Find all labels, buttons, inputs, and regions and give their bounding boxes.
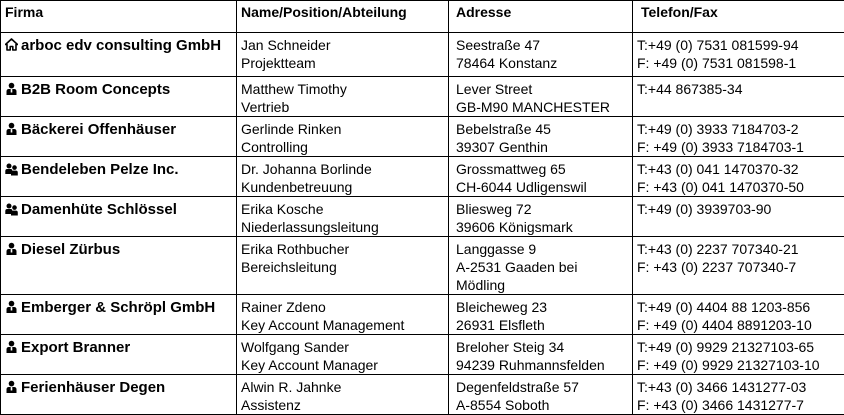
address-city: CH-6044 Udligenswil xyxy=(456,178,628,196)
contact-position: Niederlassungsleitung xyxy=(241,218,448,236)
person-icon xyxy=(5,300,21,319)
address-cell xyxy=(449,335,633,375)
firma-cell xyxy=(1,197,237,237)
name-cell xyxy=(237,77,449,117)
name-cell xyxy=(237,295,449,335)
address-cell xyxy=(449,295,633,335)
persons-icon xyxy=(5,162,21,181)
table-row xyxy=(1,33,844,77)
persons-icon xyxy=(5,202,21,221)
table-row xyxy=(1,197,844,237)
name-cell xyxy=(237,33,449,77)
phone-number: T:+43 (0) 3466 1431277-03 xyxy=(637,378,844,396)
address-street: Bliesweg 72 xyxy=(456,200,628,218)
address-street: Grossmattweg 65 xyxy=(456,160,628,178)
company-name: Ferienhäuser Degen xyxy=(21,379,165,399)
phone-cell xyxy=(633,335,844,375)
contact-position: Kundenbetreuung xyxy=(241,178,448,196)
phone-cell xyxy=(633,295,844,335)
phone-cell xyxy=(633,375,844,415)
address-street: Breloher Steig 34 xyxy=(456,338,628,356)
address-city: A-8554 Soboth xyxy=(456,396,628,414)
person-icon xyxy=(5,242,21,261)
contact-position: Projektteam xyxy=(241,54,448,72)
name-cell xyxy=(237,335,449,375)
address-cell xyxy=(449,77,633,117)
firma-cell xyxy=(1,33,237,77)
address-cell xyxy=(449,375,633,415)
name-cell xyxy=(237,117,449,157)
phone-cell xyxy=(633,33,844,77)
address-street: Bleicheweg 23 xyxy=(456,298,628,316)
firma-cell xyxy=(1,117,237,157)
address-cell xyxy=(449,33,633,77)
contact-name: Wolfgang Sander xyxy=(241,338,448,356)
phone-number: T:+43 (0) 2237 707340-21 xyxy=(637,240,844,258)
phone-number: T:+49 (0) 7531 081599-94 xyxy=(637,36,844,54)
contact-position: Vertrieb xyxy=(241,98,448,116)
phone-number: T:+49 (0) 9929 21327103-65 xyxy=(637,338,844,356)
address-cell xyxy=(449,197,633,237)
phone-number: T:+49 (0) 3933 7184703-2 xyxy=(637,120,844,138)
fax-number: F: +49 (0) 4404 8891203-10 xyxy=(637,316,844,334)
contact-position: Assistenz xyxy=(241,396,448,414)
contact-position: Controlling xyxy=(241,138,448,156)
company-name: Damenhüte Schlössel xyxy=(21,201,177,221)
fax-number: F: +49 (0) 3933 7184703-1 xyxy=(637,138,844,156)
contact-name: Erika Kosche xyxy=(241,200,448,218)
address-city: A-2531 Gaaden bei Mödling xyxy=(456,258,628,294)
address-city: 78464 Konstanz xyxy=(456,54,628,72)
firma-cell xyxy=(1,157,237,197)
company-name: Export Branner xyxy=(21,339,130,359)
firma-cell xyxy=(1,335,237,375)
phone-cell xyxy=(633,77,844,117)
phone-cell xyxy=(633,117,844,157)
contact-name: Jan Schneider xyxy=(241,36,448,54)
header-row xyxy=(1,1,844,33)
address-street: Seestraße 47 xyxy=(456,36,628,54)
person-icon xyxy=(5,380,21,399)
phone-cell xyxy=(633,157,844,197)
firma-cell xyxy=(1,295,237,335)
fax-number: F: +43 (0) 3466 1431277-7 xyxy=(637,396,844,414)
phone-number: T:+43 (0) 041 1470370-32 xyxy=(637,160,844,178)
address-cell xyxy=(449,117,633,157)
contact-name: Alwin R. Jahnke xyxy=(241,378,448,396)
company-name: Diesel Zürbus xyxy=(21,241,120,261)
table-row xyxy=(1,335,844,375)
contact-position: Key Account Manager xyxy=(241,356,448,374)
company-name: B2B Room Concepts xyxy=(21,81,170,101)
address-street: Bebelstraße 45 xyxy=(456,120,628,138)
contact-name: Gerlinde Rinken xyxy=(241,120,448,138)
header-adresse: Adresse xyxy=(449,1,633,33)
header-telefon: Telefon/Fax xyxy=(633,1,844,33)
contact-position: Bereichsleitung xyxy=(241,258,448,276)
name-cell xyxy=(237,157,449,197)
header-name: Name/Position/Abteilung xyxy=(237,1,449,33)
table-row xyxy=(1,77,844,117)
address-street: Degenfeldstraße 57 xyxy=(456,378,628,396)
fax-number: F: +49 (0) 7531 081598-1 xyxy=(637,54,844,72)
firma-cell xyxy=(1,77,237,117)
phone-cell xyxy=(633,237,844,295)
phone-number: T:+49 (0) 4404 88 1203-856 xyxy=(637,298,844,316)
table-row xyxy=(1,157,844,197)
person-icon xyxy=(5,122,21,141)
fax-number: F: +43 (0) 2237 707340-7 xyxy=(637,258,844,276)
address-cell xyxy=(449,237,633,295)
firma-cell xyxy=(1,237,237,295)
address-street: Lever Street xyxy=(456,80,628,98)
contact-name: Dr. Johanna Borlinde xyxy=(241,160,448,178)
company-name: Bendeleben Pelze Inc. xyxy=(21,161,179,181)
name-cell xyxy=(237,197,449,237)
person-icon xyxy=(5,340,21,359)
address-city: 26931 Elsfleth xyxy=(456,316,628,334)
person-icon xyxy=(5,82,21,101)
phone-number: T:+44 867385-34 xyxy=(637,80,844,98)
phone-cell xyxy=(633,197,844,237)
address-cell xyxy=(449,157,633,197)
table-row xyxy=(1,295,844,335)
header-firma: Firma xyxy=(1,1,237,33)
address-city: 39307 Genthin xyxy=(456,138,628,156)
house-icon xyxy=(5,38,21,57)
firma-cell xyxy=(1,375,237,415)
address-city: GB-M90 MANCHESTER xyxy=(456,98,628,116)
address-city: 94239 Ruhmannsfelden xyxy=(456,356,628,374)
company-name: arboc edv consulting GmbH xyxy=(21,37,221,57)
name-cell xyxy=(237,237,449,295)
fax-number: F: +49 (0) 9929 21327103-10 xyxy=(637,356,844,374)
address-city: 39606 Königsmark xyxy=(456,218,628,236)
contact-name: Rainer Zdeno xyxy=(241,298,448,316)
company-name: Emberger & Schröpl GmbH xyxy=(21,299,215,319)
address-street: Langgasse 9 xyxy=(456,240,628,258)
table-row xyxy=(1,237,844,295)
fax-number: F: +43 (0) 041 1470370-50 xyxy=(637,178,844,196)
contact-position: Key Account Management xyxy=(241,316,448,334)
table-row xyxy=(1,375,844,415)
table-row xyxy=(1,117,844,157)
contact-name: Matthew Timothy xyxy=(241,80,448,98)
contact-name: Erika Rothbucher xyxy=(241,240,448,258)
name-cell xyxy=(237,375,449,415)
company-name: Bäckerei Offenhäuser xyxy=(21,121,176,141)
phone-number: T:+49 (0) 3939703-90 xyxy=(637,200,844,218)
